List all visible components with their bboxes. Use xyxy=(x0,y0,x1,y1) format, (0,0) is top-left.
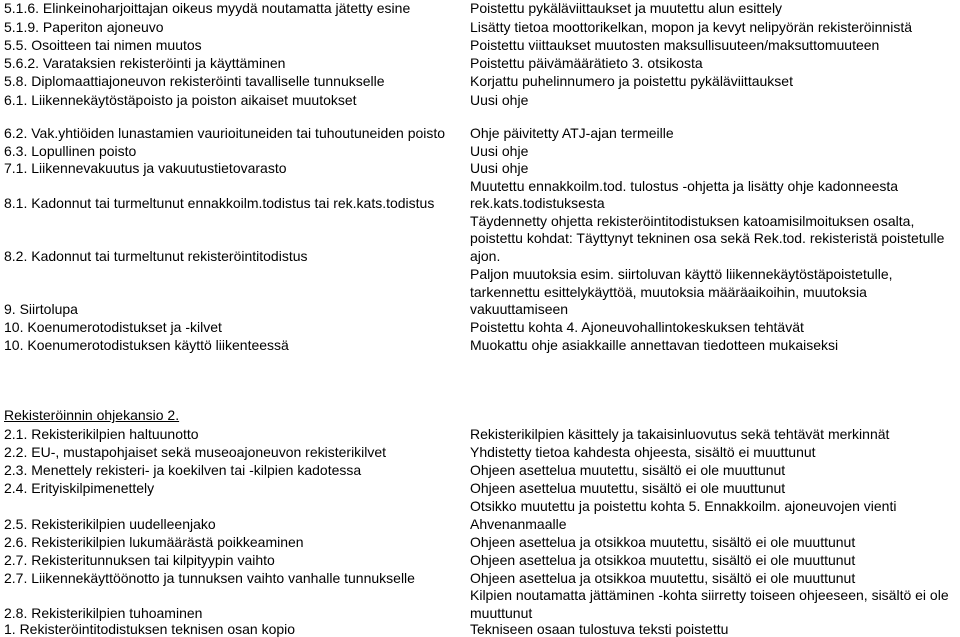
change-description: Ohjeen asettelua ja otsikkoa muutettu, sisältö ei ole muuttunut xyxy=(470,570,856,586)
change-description: Yhdistetty tietoa kahdesta ohjeesta, sisältö ei muuttunut xyxy=(470,444,816,460)
change-description: Korjattu puhelinnumero ja poistettu pykäläviittaukset xyxy=(470,73,793,89)
change-item-title: 9. Siirtolupa xyxy=(4,301,78,317)
change-description: Otsikko muutettu ja poistettu kohta 5. Ennakkoilm. ajoneuvojen vienti xyxy=(470,498,897,514)
change-description: tarkennettu esittelykäyttöä, muutoksia määräaikoihin, muutoksia xyxy=(470,284,867,300)
change-description: Ohjeen asettelua ja otsikkoa muutettu, sisältö ei ole muuttunut xyxy=(470,534,856,550)
change-item-title: 10. Koenumerotodistukset ja -kilvet xyxy=(4,319,222,335)
change-description: Muokattu ohje asiakkaille annettavan tiedotteen mukaiseksi xyxy=(470,337,839,353)
change-description: Uusi ohje xyxy=(470,143,529,159)
change-description: Ohje päivitetty ATJ-ajan termeille xyxy=(470,125,674,141)
change-description: Muutettu ennakkoilm.tod. tulostus -ohjetta ja lisätty ohje kadonneesta xyxy=(470,178,899,194)
change-description: Uusi ohje xyxy=(470,160,529,176)
change-item-title: 2.1. Rekisterikilpien haltuunotto xyxy=(4,426,199,442)
change-description: Poistettu kohta 4. Ajoneuvohallintokeskuksen tehtävät xyxy=(470,319,804,335)
change-description: Lisätty tietoa moottorikelkan, mopon ja kevyt nelipyörän rekisteröinnistä xyxy=(470,19,912,35)
change-item-title: 1. Rekisteröintitodistuksen teknisen osan kopio xyxy=(4,621,296,637)
change-item-title: 2.7. Liikennekäyttöönotto ja tunnuksen vaihto vanhalle tunnukselle xyxy=(4,570,415,586)
change-item-title: 5.1.9. Paperiton ajoneuvo xyxy=(4,19,164,35)
change-description: Ahvenanmaalle xyxy=(470,516,567,532)
change-item-title: 2.4. Erityiskilpimenettely xyxy=(4,480,155,496)
change-item-title: 8.2. Kadonnut tai turmeltunut rekisteröintitodistus xyxy=(4,248,308,264)
change-item-title: 2.5. Rekisterikilpien uudelleenjako xyxy=(4,516,216,532)
change-item-title: 2.8. Rekisterikilpien tuhoaminen xyxy=(4,605,203,621)
change-item-title: 5.6.2. Varataksien rekisteröinti ja käyttäminen xyxy=(4,55,286,71)
change-item-title: 2.3. Menettely rekisteri- ja koekilven tai -kilpien kadotessa xyxy=(4,462,362,478)
section-heading: Rekisteröinnin ohjekansio 2. xyxy=(4,407,180,423)
change-description: Poistettu pykäläviittaukset ja muutettu alun esittely xyxy=(470,0,783,16)
change-description: ajon. xyxy=(470,248,501,264)
change-description: Ohjeen asettelua ja otsikkoa muutettu, sisältö ei ole muuttunut xyxy=(470,552,856,568)
change-description: Ohjeen asettelua muutettu, sisältö ei ole muuttunut xyxy=(470,480,786,496)
change-item-title: 6.3. Lopullinen poisto xyxy=(4,143,137,159)
change-description: Uusi ohje xyxy=(470,92,529,108)
change-item-title: 5.5. Osoitteen tai nimen muutos xyxy=(4,37,202,53)
change-description: Poistettu päivämäärätieto 3. otsikosta xyxy=(470,55,703,71)
change-description: Ohjeen asettelua muutettu, sisältö ei ole muuttunut xyxy=(470,462,786,478)
change-item-title: 2.2. EU-, mustapohjaiset sekä museoajoneuvon rekisterikilvet xyxy=(4,444,387,460)
change-description: rek.kats.todistuksesta xyxy=(470,195,605,211)
change-description: Poistettu viittaukset muutosten maksullisuuteen/maksuttomuuteen xyxy=(470,37,880,53)
change-item-title: 2.6. Rekisterikilpien lukumäärästä poikkeaminen xyxy=(4,534,304,550)
change-description: Rekisterikilpien käsittely ja takaisinluovutus sekä tehtävät merkinnät xyxy=(470,426,890,442)
change-description: Täydennetty ohjetta rekisteröintitodistuksen katoamisilmoituksen osalta, xyxy=(470,213,915,229)
change-item-title: 7.1. Liikennevakuutus ja vakuutustietovarasto xyxy=(4,160,287,176)
change-item-title: 8.1. Kadonnut tai turmeltunut ennakkoilm.todistus tai rek.kats.todistus xyxy=(4,195,435,211)
change-description: Paljon muutoksia esim. siirtoluvan käyttö liikennekäytöstäpoistetulle, xyxy=(470,266,893,282)
change-description: Tekniseen osaan tulostuva teksti poistettu xyxy=(470,621,729,637)
change-description: Kilpien noutamatta jättäminen -kohta siirretty toiseen ohjeeseen, sisältö ei ole xyxy=(470,587,949,603)
change-item-title: 5.1.6. Elinkeinoharjoittajan oikeus myydä noutamatta jätetty esine xyxy=(4,0,411,16)
change-item-title: 2.7. Rekisteritunnuksen tai kilpityypin vaihto xyxy=(4,552,275,568)
change-description: muuttunut xyxy=(470,605,533,621)
change-description: vakuuttamiseen xyxy=(470,301,569,317)
change-item-title: 6.2. Vak.yhtiöiden lunastamien vaurioituneiden tai tuhoutuneiden poisto xyxy=(4,125,446,141)
change-item-title: 10. Koenumerotodistuksen käyttö liikenteessä xyxy=(4,337,289,353)
change-item-title: 5.8. Diplomaattiajoneuvon rekisteröinti tavalliselle tunnukselle xyxy=(4,73,385,89)
change-item-title: 6.1. Liikennekäytöstäpoisto ja poiston aikaiset muutokset xyxy=(4,92,357,108)
change-description: poistettu kohdat: Täyttynyt tekninen osa sekä Rek.tod. rekisteristä poistetulle xyxy=(470,230,945,246)
